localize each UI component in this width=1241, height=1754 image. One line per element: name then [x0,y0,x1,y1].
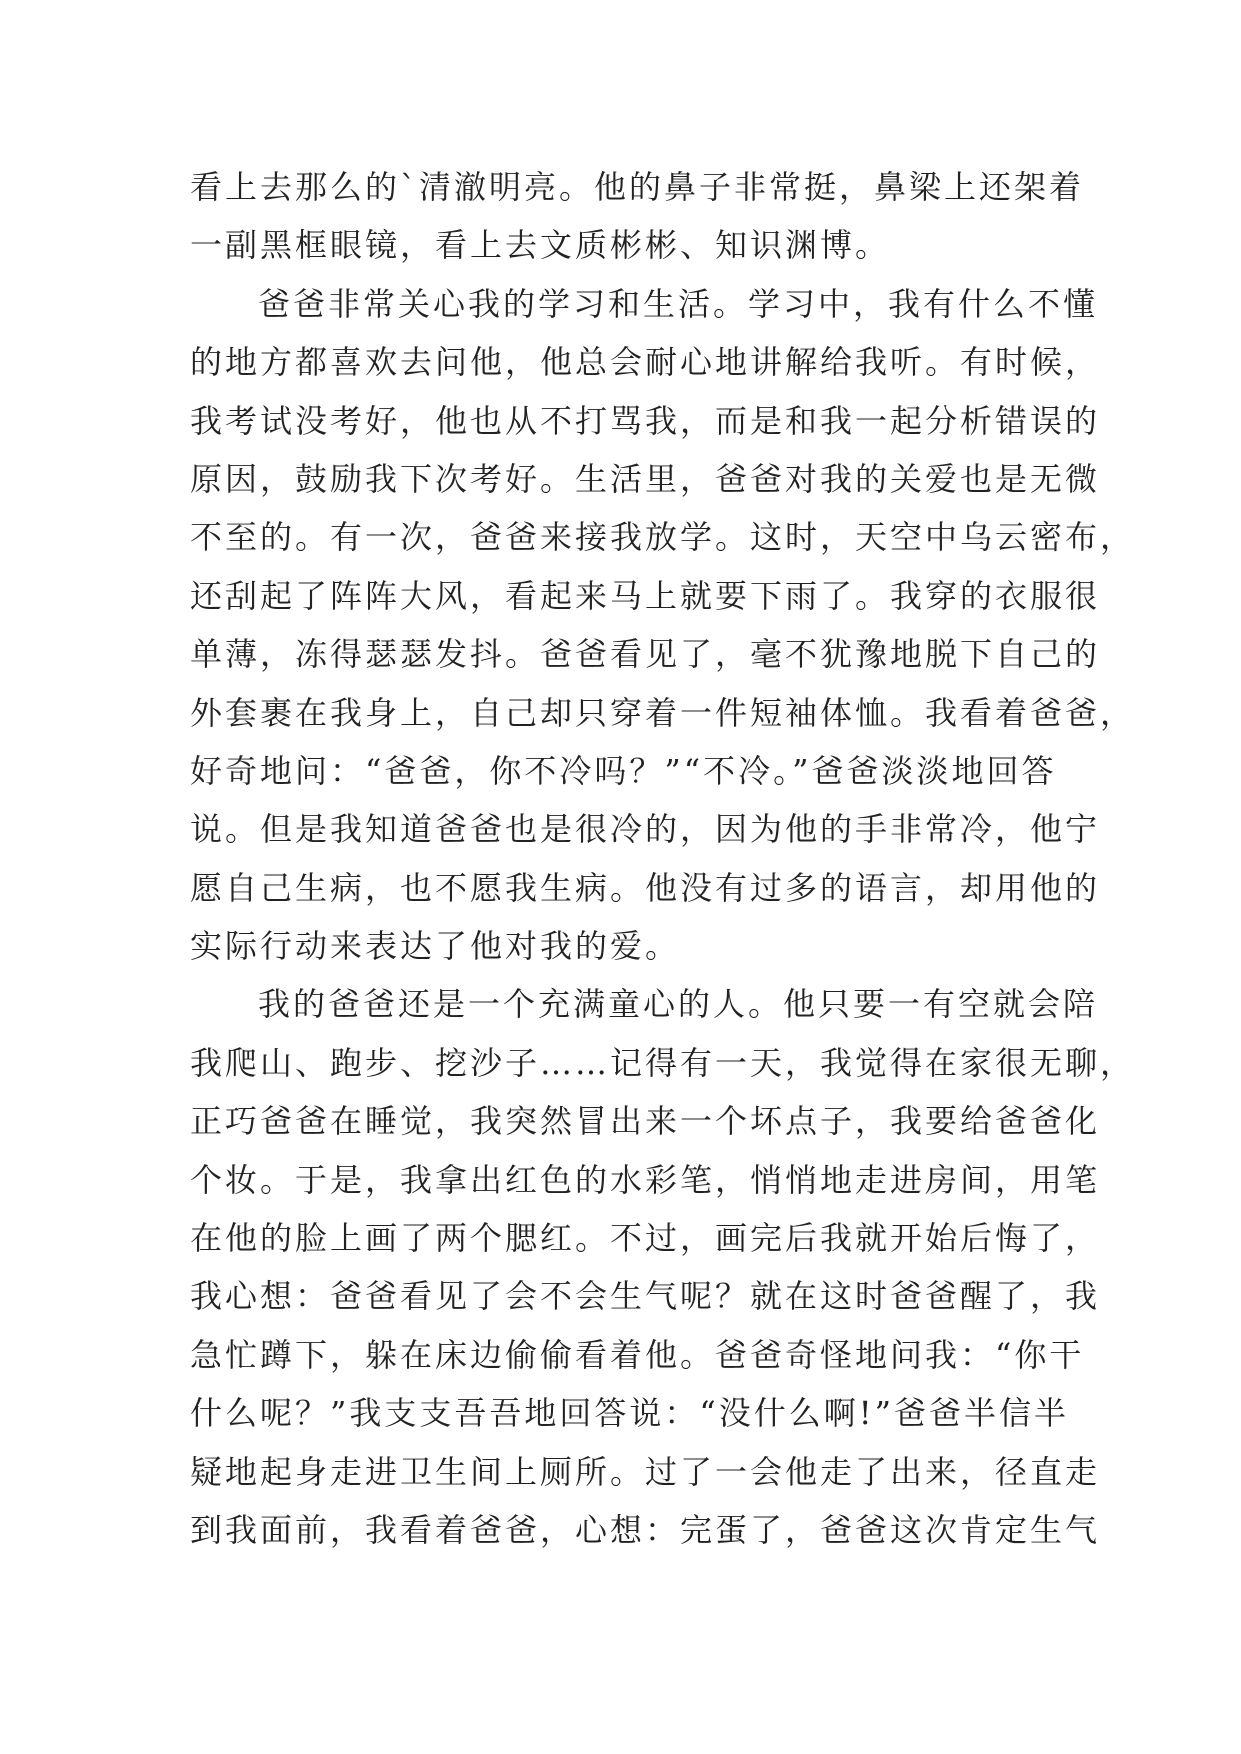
text-line: 不至的。有一次，爸爸来接我放学。这时，天空中乌云密布， [190,518,1136,557]
text-line: 一副黑框眼镜，看上去文质彬彬、知识渊博。 [190,226,891,265]
text-line: 说。但是我知道爸爸也是很冷的，因为他的手非常冷，他宁 [190,810,1101,849]
document-body [190,158,1136,1559]
text-line: 实际行动来表达了他对我的爱。 [190,927,681,966]
text-line: 的地方都喜欢去问他，他总会耐心地讲解给我听。有时候， [190,343,1101,382]
text-line: 在他的脸上画了两个腮红。不过，画完后我就开始后悔了， [190,1219,1101,1258]
text-line: 疑地起身走进卫生间上厕所。过了一会他走了出来，径直走 [190,1452,1101,1491]
text-line: 正巧爸爸在睡觉，我突然冒出来一个坏点子，我要给爸爸化 [190,1102,1101,1141]
text-line: 急忙蹲下，躲在床边偷偷看着他。爸爸奇怪地问我：“你干 [190,1335,1085,1374]
paragraph [190,158,1085,275]
text-line: 我心想：爸爸看见了会不会生气呢？就在这时爸爸醒了，我 [190,1277,1101,1316]
text-line: 原因，鼓励我下次考好。生活里，爸爸对我的关爱也是无微 [190,459,1101,498]
text-line: 我考试没考好，他也从不打骂我，而是和我一起分析错误的 [190,401,1101,440]
text-line: 看上去那么的`清澈明亮。他的鼻子非常挺，鼻梁上还架着 [190,168,1085,206]
text-line: 我爬山、跑步、挖沙子……记得有一天，我觉得在家很无聊， [190,1043,1136,1082]
text-line: 到我面前，我看着爸爸，心想：完蛋了，爸爸这次肯定生气 [190,1510,1101,1549]
text-line: 好奇地问：“爸爸，你不冷吗？”“不冷。”爸爸淡淡地回答 [190,751,1057,790]
text-line: 个妆。于是，我拿出红色的水彩笔，悄悄地走进房间，用笔 [190,1160,1101,1199]
paragraph [190,975,1136,1559]
text-line: 我的爸爸还是一个充满童心的人。他只要一有空就会陪 [258,985,1099,1024]
text-line: 愿自己生病，也不愿我生病。他没有过多的语言，却用他的 [190,868,1101,907]
text-line: 单薄，冻得瑟瑟发抖。爸爸看见了，毫不犹豫地脱下自己的 [190,635,1101,674]
paragraph [190,275,1136,976]
text-line: 爸爸非常关心我的学习和生活。学习中，我有什么不懂 [258,284,1099,323]
text-line: 什么呢？”我支支吾吾地回答说：“没什么啊!”爸爸半信半 [190,1394,1069,1433]
text-line: 还刮起了阵阵大风，看起来马上就要下雨了。我穿的衣服很 [190,576,1101,615]
text-line: 外套裹在我身上，自己却只穿着一件短袖体恤。我看着爸爸， [190,693,1136,732]
